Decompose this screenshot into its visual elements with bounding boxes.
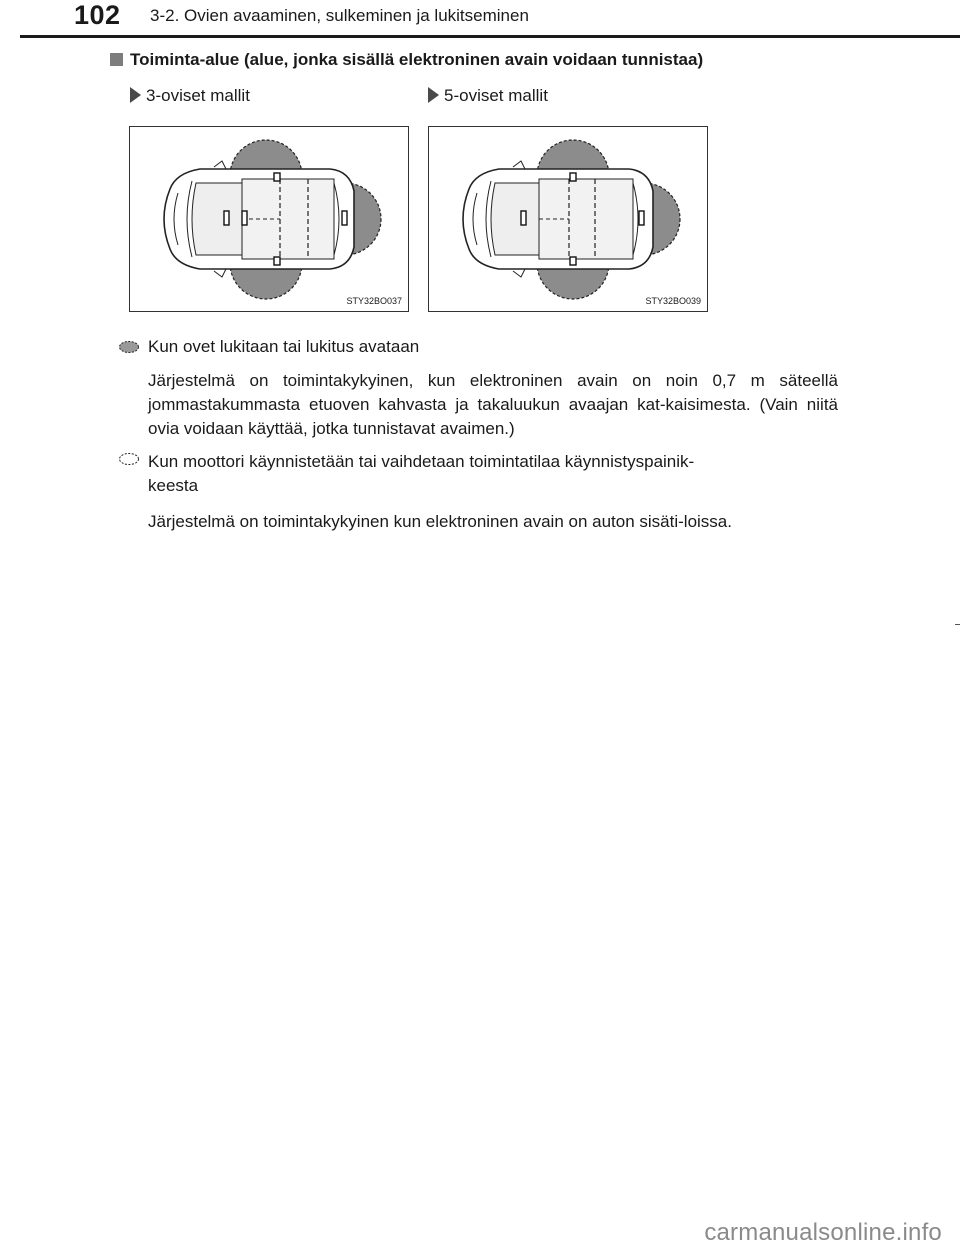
triangle-bullet-icon bbox=[130, 87, 141, 103]
running-header: 3-2. Ovien avaaminen, sulkeminen ja lukitseminen bbox=[150, 6, 529, 25]
antenna-right-door bbox=[274, 257, 280, 265]
windshield bbox=[491, 183, 539, 255]
variant-label-5-door bbox=[428, 86, 548, 106]
windshield bbox=[192, 183, 242, 255]
section-heading-text: Toiminta-alue (alue, jonka sisällä elektroninen avain voidaan tunnistaa) bbox=[130, 50, 704, 69]
item-title-line: keesta bbox=[148, 476, 199, 495]
item-title-line: Kun moottori käynnistetään tai vaihdetaan toimintatilaa käynnistyspainik- bbox=[148, 452, 695, 471]
antenna-right-door bbox=[570, 257, 576, 265]
figure-3-door-car-diagram bbox=[129, 126, 409, 312]
figure-code: STY32BO037 bbox=[346, 296, 402, 306]
variant-label-3-door bbox=[130, 86, 250, 106]
page-number: 102 bbox=[74, 0, 121, 30]
section-heading bbox=[110, 50, 703, 70]
antenna-rear bbox=[342, 211, 347, 225]
figure-5-door-car-diagram bbox=[428, 126, 708, 312]
car-top-view-3-door bbox=[130, 127, 410, 313]
antenna-rear bbox=[639, 211, 644, 225]
antenna-left-door bbox=[274, 173, 280, 181]
triangle-bullet-icon bbox=[428, 87, 439, 103]
antenna-center bbox=[242, 211, 247, 225]
car-top-view-5-door bbox=[429, 127, 709, 313]
antenna-left-door bbox=[570, 173, 576, 181]
item-text: Järjestelmä on toimintakykyinen kun elektroninen avain on auton sisäti-loissa. bbox=[148, 512, 732, 531]
zone-marker-icon bbox=[118, 452, 140, 466]
zone-marker-icon bbox=[118, 340, 140, 354]
antenna-front bbox=[521, 211, 526, 225]
variant-label-text: 5-oviset mallit bbox=[444, 86, 548, 105]
figure-code: STY32BO039 bbox=[645, 296, 701, 306]
item-text: Järjestelmä on toimintakykyinen, kun elektroninen avain on noin 0,7 m säteellä jommastakummasta etuoven kahvasta ja takaluukun avaajan kat-kaisimesta. (Vain niitä ovia voidaan käyttää, jotka tunnistavat avaimen.) bbox=[148, 371, 838, 438]
edge-mark bbox=[955, 624, 960, 625]
antenna-front bbox=[224, 211, 229, 225]
item-title: Kun ovet lukitaan tai lukitus avataan bbox=[148, 337, 420, 356]
cabin bbox=[242, 179, 334, 259]
variant-label-text: 3-oviset mallit bbox=[146, 86, 250, 105]
footer-watermark: carmanualsonline.info bbox=[704, 1219, 942, 1246]
item-title bbox=[148, 450, 838, 498]
square-bullet-icon bbox=[110, 53, 123, 66]
header-rule bbox=[20, 35, 960, 38]
